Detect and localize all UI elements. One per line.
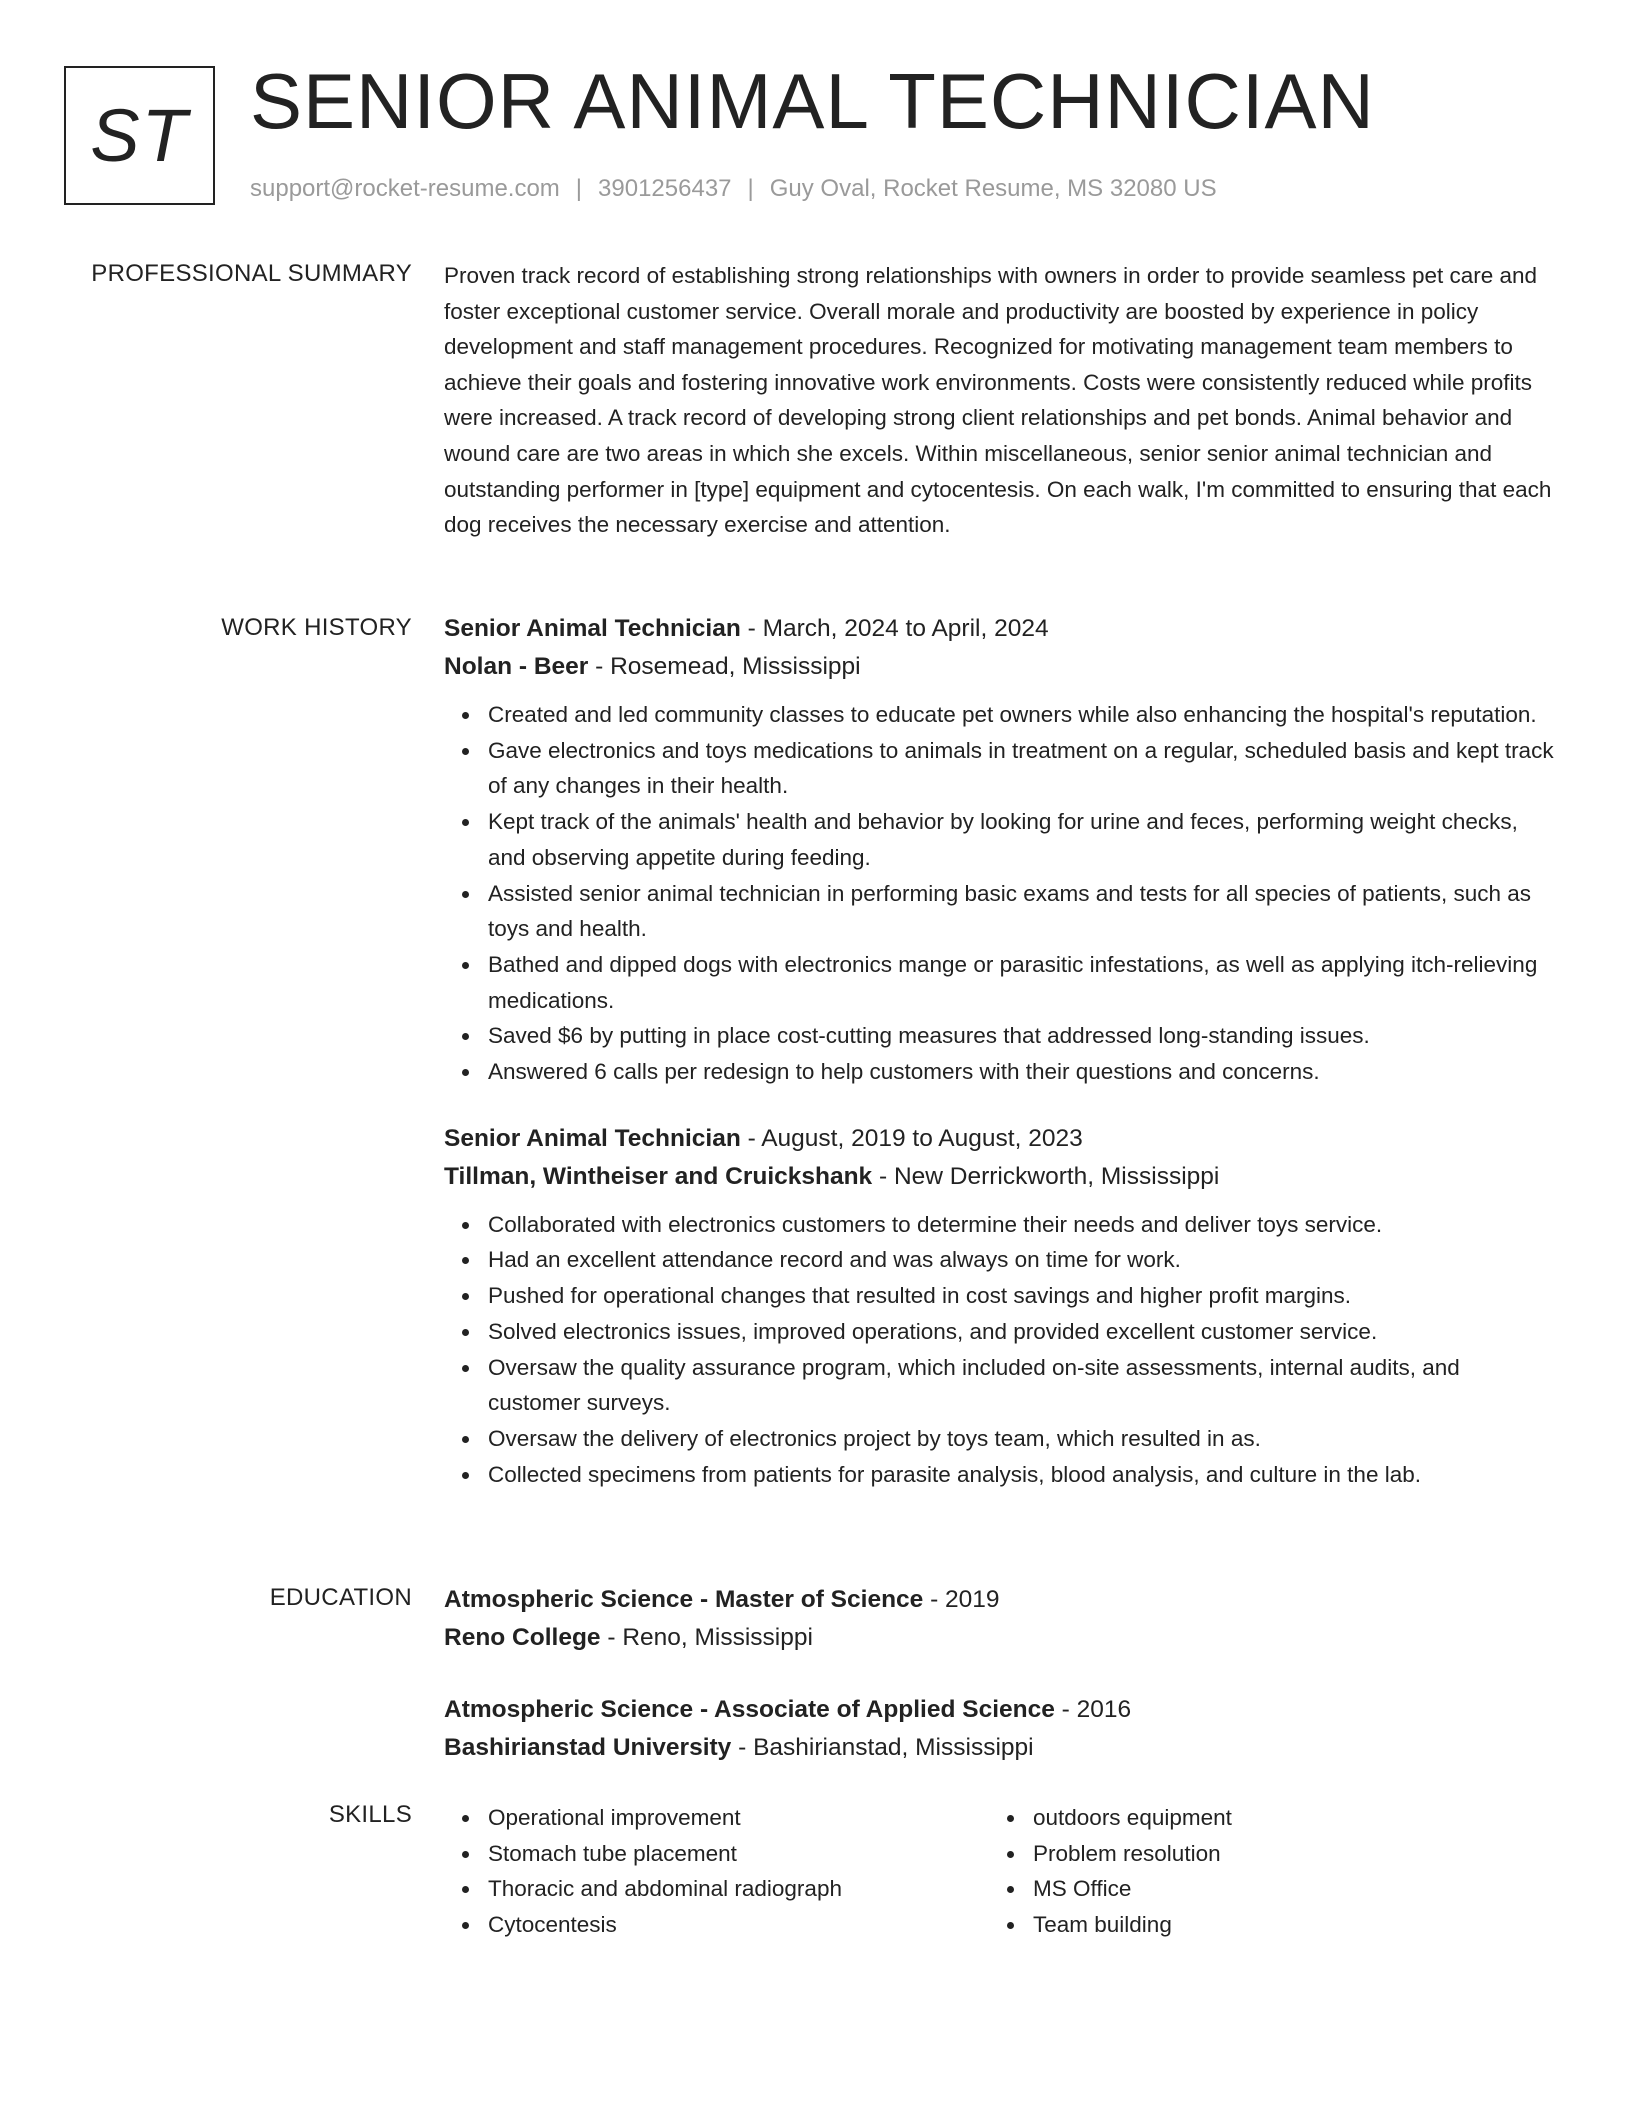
skills-list	[989, 1800, 1534, 1943]
contact-separator: |	[575, 175, 583, 202]
job-title-line	[444, 610, 1556, 648]
skill-item: Problem resolution	[1033, 1836, 1534, 1872]
skill-item: Operational improvement	[488, 1800, 989, 1836]
skills-column-right	[989, 1800, 1534, 1943]
job-company-line	[444, 1158, 1556, 1196]
job-title-line	[444, 1120, 1556, 1158]
job-bullet: Collected specimens from patients for parasite analysis, blood analysis, and culture in the lab.	[488, 1457, 1556, 1493]
education-school: Reno College	[444, 1624, 601, 1651]
job-bullet: Created and led community classes to educate pet owners while also enhancing the hospital's reputation.	[488, 697, 1556, 733]
job-bullet: Bathed and dipped dogs with electronics mange or parasitic infestations, as well as applying itch-relieving medications.	[488, 947, 1556, 1018]
job-bullet: Kept track of the animals' health and behavior by looking for urine and feces, performing weight checks, and observing appetite during feeding.	[488, 804, 1556, 875]
contact-address: Guy Oval, Rocket Resume, MS 32080 US	[769, 175, 1217, 202]
skills-body	[444, 1800, 1556, 1943]
job-entry	[444, 610, 1556, 1090]
job-title: Senior Animal Technician	[444, 615, 741, 642]
job-bullet: Collaborated with electronics customers to determine their needs and deliver toys service.	[488, 1207, 1556, 1243]
job-company: Tillman, Wintheiser and Cruickshank	[444, 1162, 873, 1190]
resume-title: SENIOR ANIMAL TECHNICIAN	[250, 57, 1375, 145]
job-bullet: Gave electronics and toys medications to animals in treatment on a regular, scheduled basis and kept track of any changes in their health.	[488, 733, 1556, 804]
job-entry	[444, 1120, 1556, 1493]
skills-list	[444, 1800, 989, 1943]
job-bullets	[444, 697, 1556, 1090]
job-bullet: Saved $6 by putting in place cost-cutting measures that addressed long-standing issues.	[488, 1018, 1556, 1054]
contact-line	[250, 174, 1217, 204]
education-degree: Atmospheric Science - Master of Science	[444, 1586, 924, 1613]
job-dates: - August, 2019 to August, 2023	[740, 1124, 1083, 1152]
education-degree-line	[444, 1691, 1556, 1729]
skill-item: Team building	[1033, 1907, 1534, 1943]
job-bullet: Assisted senior animal technician in performing basic exams and tests for all species of patients, such as toys and health.	[488, 876, 1556, 947]
education-entry	[444, 1581, 1556, 1657]
education-location: - Reno, Mississippi	[600, 1624, 813, 1651]
education-entry	[444, 1691, 1556, 1767]
education-location: - Bashirianstad, Mississippi	[731, 1734, 1034, 1761]
job-bullet: Pushed for operational changes that resulted in cost savings and higher profit margins.	[488, 1278, 1556, 1314]
job-bullet: Answered 6 calls per redesign to help customers with their questions and concerns.	[488, 1054, 1556, 1090]
contact-email[interactable]: support@rocket-resume.com	[250, 175, 560, 202]
job-bullet: Oversaw the delivery of electronics project by toys team, which resulted in as.	[488, 1421, 1556, 1457]
skill-item: outdoors equipment	[1033, 1800, 1534, 1836]
work-history-heading: WORK HISTORY	[221, 614, 412, 641]
job-bullet: Oversaw the quality assurance program, which included on-site assessments, internal audits, and customer surveys.	[488, 1350, 1556, 1421]
job-title: Senior Animal Technician	[444, 1124, 741, 1152]
education-year: - 2016	[1054, 1696, 1132, 1723]
education-school: Bashirianstad University	[444, 1734, 732, 1761]
education-year: - 2019	[923, 1586, 1000, 1613]
education-school-line	[444, 1729, 1556, 1767]
monogram-badge	[64, 66, 215, 205]
skills-columns	[444, 1800, 1556, 1943]
job-company-line	[444, 648, 1556, 686]
education-degree-line	[444, 1581, 1556, 1619]
skill-item: Stomach tube placement	[488, 1836, 989, 1872]
skill-item: Thoracic and abdominal radiograph	[488, 1871, 989, 1907]
job-bullet: Solved electronics issues, improved operations, and provided excellent customer service.	[488, 1314, 1556, 1350]
job-location: - Rosemead, Mississippi	[588, 653, 861, 680]
job-dates: - March, 2024 to April, 2024	[740, 615, 1049, 642]
monogram-initials: ST	[90, 94, 189, 177]
skill-item: MS Office	[1033, 1871, 1534, 1907]
summary-heading: PROFESSIONAL SUMMARY	[91, 260, 412, 287]
job-bullet: Had an excellent attendance record and was always on time for work.	[488, 1242, 1556, 1278]
job-location: - New Derrickworth, Mississippi	[872, 1162, 1220, 1190]
job-company: Nolan - Beer	[444, 653, 589, 680]
contact-separator: |	[747, 175, 754, 202]
job-bullets	[444, 1207, 1556, 1493]
education-degree: Atmospheric Science - Associate of Applied Science	[444, 1696, 1055, 1723]
contact-phone[interactable]: 3901256437	[598, 175, 732, 202]
work-history-body	[444, 610, 1556, 1522]
education-school-line	[444, 1619, 1556, 1657]
skills-heading: SKILLS	[328, 1801, 412, 1828]
education-heading: EDUCATION	[269, 1584, 412, 1611]
summary-body	[444, 258, 1556, 543]
summary-text: Proven track record of establishing strong relationships with owners in order to provide seamless pet care and foster exceptional customer service. Overall morale and productivity are boosted by experience in policy development and staff management procedures. Recognized for motivating management team members to achieve their goals and fostering innovative work environments. Costs were consistently reduced while profits were increased. A track record of developing strong client relationships and pet bonds. Animal behavior and wound care are two areas in which she excels. Within miscellaneous, senior senior animal technician and outstanding performer in [type] equipment and cytocentesis. On each walk, I'm committed to ensuring that each dog receives the necessary exercise and attention.	[444, 263, 1552, 538]
education-body	[444, 1581, 1556, 1801]
skills-column-left	[444, 1800, 989, 1943]
skill-item: Cytocentesis	[488, 1907, 989, 1943]
